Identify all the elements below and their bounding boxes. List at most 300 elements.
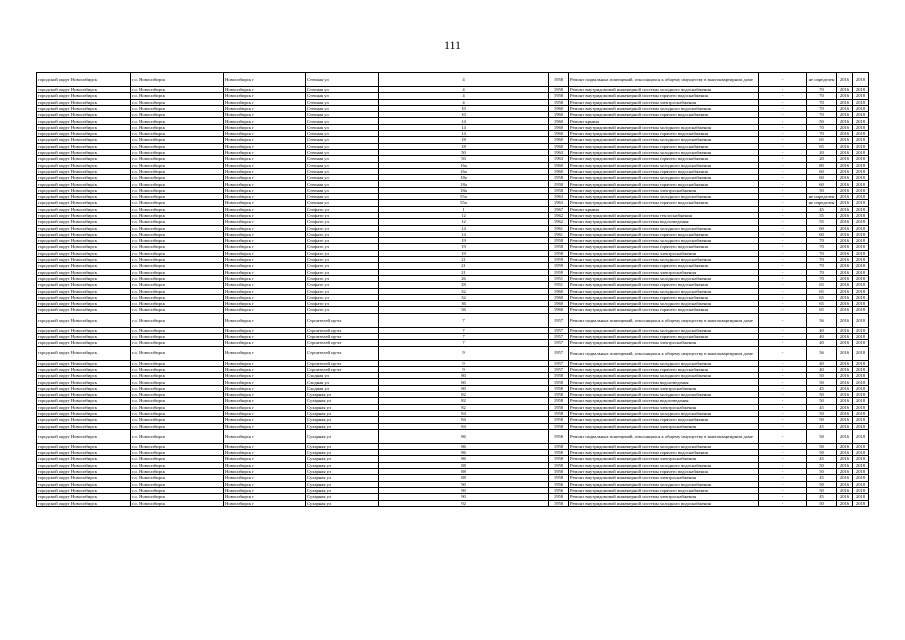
dash-cell: - bbox=[759, 481, 807, 487]
year-from-cell: 2016 bbox=[837, 87, 853, 93]
work-type-cell: Ремонт внутридомовой инженерной системы холодного водоснабжения bbox=[569, 481, 759, 487]
work-type-cell: Ремонт подвальных помещений, относящихся к общему имуществу в многоквартирном доме bbox=[569, 429, 759, 443]
build-year-cell: 1958 bbox=[549, 238, 569, 244]
district-cell: городской округ Новосибирск bbox=[37, 269, 131, 275]
build-year-cell: 1960 bbox=[549, 288, 569, 294]
dash-cell: - bbox=[759, 200, 807, 206]
year-from-cell: 2016 bbox=[837, 275, 853, 281]
settlement-cell: г.о. Новосибирск bbox=[131, 124, 224, 130]
year-to-cell: 2018 bbox=[853, 423, 869, 429]
district-cell: городской округ Новосибирск bbox=[37, 231, 131, 237]
street-cell: Стофато ул bbox=[306, 275, 379, 281]
house-number-cell: 7 bbox=[379, 327, 549, 333]
house-number-cell: 82 bbox=[379, 398, 549, 404]
city-cell: Новосибирск г bbox=[224, 487, 306, 493]
district-cell: городской округ Новосибирск bbox=[37, 168, 131, 174]
work-type-cell: Ремонт внутридомовой инженерной системы электроснабжения bbox=[569, 456, 759, 462]
year-to-cell: 2018 bbox=[853, 105, 869, 111]
district-cell: городской округ Новосибирск bbox=[37, 392, 131, 398]
work-type-cell: Ремонт внутридомовой инженерной системы холодного водоснабжения bbox=[569, 257, 759, 263]
house-number-cell: 16а bbox=[379, 162, 549, 168]
city-cell: Новосибирск г bbox=[224, 263, 306, 269]
city-cell: Новосибирск г bbox=[224, 373, 306, 379]
year-from-cell: 2016 bbox=[837, 105, 853, 111]
work-type-cell: Ремонт внутридомовой инженерной системы горячего водоснабжения bbox=[569, 181, 759, 187]
district-cell: городской округ Новосибирск bbox=[37, 118, 131, 124]
build-year-cell: 1958 bbox=[549, 443, 569, 449]
work-type-cell: Ремонт внутридомовой инженерной системы водоотведения bbox=[569, 379, 759, 385]
street-cell: Степная ул bbox=[306, 99, 379, 105]
street-cell: Стофато ул bbox=[306, 263, 379, 269]
house-number-cell: 86 bbox=[379, 450, 549, 456]
city-cell: Новосибирск г bbox=[224, 231, 306, 237]
house-number-cell: 14 bbox=[379, 131, 549, 137]
work-type-cell: Ремонт внутридомовой инженерной системы холодного водоснабжения bbox=[569, 392, 759, 398]
district-cell: городской округ Новосибирск bbox=[37, 87, 131, 93]
house-number-cell: 9 bbox=[379, 366, 549, 372]
district-cell: городской округ Новосибирск bbox=[37, 429, 131, 443]
wear-value-cell: 50 bbox=[807, 392, 837, 398]
district-cell: городской округ Новосибирск bbox=[37, 124, 131, 130]
work-type-cell: Ремонт внутридомовой инженерной системы горячего водоснабжения bbox=[569, 469, 759, 475]
work-type-cell: Ремонт внутридомовой инженерной системы горячего водоснабжения bbox=[569, 307, 759, 313]
build-year-cell: 1958 bbox=[549, 87, 569, 93]
work-type-cell: Ремонт внутридомовой инженерной системы горячего водоснабжения bbox=[569, 282, 759, 288]
dash-cell: - bbox=[759, 429, 807, 443]
dash-cell: - bbox=[759, 112, 807, 118]
settlement-cell: г.о. Новосибирск bbox=[131, 443, 224, 449]
dash-cell: - bbox=[759, 250, 807, 256]
work-type-cell: Ремонт внутридомовой инженерной системы горячего водоснабжения bbox=[569, 450, 759, 456]
year-from-cell: 2016 bbox=[837, 118, 853, 124]
dash-cell: - bbox=[759, 244, 807, 250]
build-year-cell: 1963 bbox=[549, 200, 569, 206]
dash-cell: - bbox=[759, 181, 807, 187]
district-cell: городской округ Новосибирск bbox=[37, 156, 131, 162]
work-type-cell: Ремонт подвальных помещений, относящихся к общему имуществу в многоквартирном доме bbox=[569, 346, 759, 360]
build-year-cell: 1960 bbox=[549, 105, 569, 111]
house-number-cell: 50 bbox=[379, 149, 549, 155]
build-year-cell: 1957 bbox=[549, 366, 569, 372]
work-type-cell: Ремонт внутридомовой инженерной системы горячего водоснабжения bbox=[569, 156, 759, 162]
year-to-cell: 2018 bbox=[853, 219, 869, 225]
district-cell: городской округ Новосибирск bbox=[37, 307, 131, 313]
work-type-cell: Ремонт внутридомовой инженерной системы холодного водоснабжения bbox=[569, 194, 759, 200]
settlement-cell: г.о. Новосибирск bbox=[131, 181, 224, 187]
build-year-cell: 1958 bbox=[549, 429, 569, 443]
city-cell: Новосибирск г bbox=[224, 99, 306, 105]
build-year-cell: 1960 bbox=[549, 143, 569, 149]
dash-cell: - bbox=[759, 385, 807, 391]
year-to-cell: 2018 bbox=[853, 143, 869, 149]
wear-value-cell: 70 bbox=[807, 257, 837, 263]
house-number-cell: 14 bbox=[379, 225, 549, 231]
year-to-cell: 2018 bbox=[853, 175, 869, 181]
year-from-cell: 2016 bbox=[837, 456, 853, 462]
house-number-cell: 19 bbox=[379, 238, 549, 244]
year-from-cell: 2016 bbox=[837, 168, 853, 174]
street-cell: Строителей пр-кт bbox=[306, 333, 379, 339]
house-number-cell: 4 bbox=[379, 87, 549, 93]
build-year-cell: 1960 bbox=[549, 118, 569, 124]
district-cell: городской округ Новосибирск bbox=[37, 275, 131, 281]
street-cell: Стофато ул bbox=[306, 288, 379, 294]
build-year-cell: 1962 bbox=[549, 219, 569, 225]
street-cell: Сухарная ул bbox=[306, 487, 379, 493]
street-cell: Сухарная ул bbox=[306, 494, 379, 500]
dash-cell: - bbox=[759, 238, 807, 244]
wear-value-cell: 60 bbox=[807, 168, 837, 174]
district-cell: городской округ Новосибирск bbox=[37, 346, 131, 360]
city-cell: Новосибирск г bbox=[224, 327, 306, 333]
wear-value-cell: 70 bbox=[807, 99, 837, 105]
dash-cell: - bbox=[759, 392, 807, 398]
house-number-cell: 36 bbox=[379, 301, 549, 307]
dash-cell: - bbox=[759, 398, 807, 404]
work-type-cell: Ремонт внутридомовой инженерной системы холодного водоснабжения bbox=[569, 225, 759, 231]
house-number-cell: 88 bbox=[379, 469, 549, 475]
work-type-cell: Ремонт внутридомовой инженерной системы холодного водоснабжения bbox=[569, 360, 759, 366]
work-type-cell: Ремонт внутридомовой инженерной системы холодного водоснабжения bbox=[569, 462, 759, 468]
city-cell: Новосибирск г bbox=[224, 469, 306, 475]
wear-value-cell: 70 bbox=[807, 238, 837, 244]
district-cell: городской округ Новосибирск bbox=[37, 481, 131, 487]
work-type-cell: Ремонт внутридомовой инженерной системы холодного водоснабжения bbox=[569, 238, 759, 244]
build-year-cell: 1959 bbox=[549, 269, 569, 275]
district-cell: городской округ Новосибирск bbox=[37, 263, 131, 269]
year-from-cell: 2016 bbox=[837, 404, 853, 410]
house-number-cell: 9 bbox=[379, 346, 549, 360]
settlement-cell: г.о. Новосибирск bbox=[131, 456, 224, 462]
work-type-cell: Ремонт внутридомовой инженерной системы холодного водоснабжения bbox=[569, 87, 759, 93]
wear-value-cell: 50 bbox=[807, 379, 837, 385]
build-year-cell: 1951 bbox=[549, 282, 569, 288]
dash-cell: - bbox=[759, 475, 807, 481]
dash-cell: - bbox=[759, 346, 807, 360]
district-cell: городской округ Новосибирск bbox=[37, 404, 131, 410]
program-table-sheet bbox=[36, 72, 868, 507]
year-from-cell: 2016 bbox=[837, 360, 853, 366]
street-cell: Сухарная ул bbox=[306, 423, 379, 429]
work-type-cell: Ремонт внутридомовой инженерной системы водоотведения bbox=[569, 219, 759, 225]
year-from-cell: 2016 bbox=[837, 99, 853, 105]
year-to-cell: 2018 bbox=[853, 313, 869, 327]
house-number-cell: 92 bbox=[379, 500, 549, 506]
work-type-cell: Ремонт внутридомовой инженерной системы электроснабжения bbox=[569, 187, 759, 193]
street-cell: Сухарная ул bbox=[306, 481, 379, 487]
work-type-cell: Ремонт внутридомовой инженерной системы холодного водоснабжения bbox=[569, 162, 759, 168]
year-from-cell: 2016 bbox=[837, 231, 853, 237]
wear-value-cell: 45 bbox=[807, 404, 837, 410]
build-year-cell: 1958 bbox=[549, 404, 569, 410]
house-number-cell: 7 bbox=[379, 313, 549, 327]
year-to-cell: 2018 bbox=[853, 373, 869, 379]
dash-cell: - bbox=[759, 443, 807, 449]
year-from-cell: 2016 bbox=[837, 257, 853, 263]
work-type-cell: Ремонт внутридомовой инженерной системы горячего водоснабжения bbox=[569, 263, 759, 269]
house-number-cell: 21 bbox=[379, 269, 549, 275]
build-year-cell: 1958 bbox=[549, 417, 569, 423]
build-year-cell: 1958 bbox=[549, 423, 569, 429]
city-cell: Новосибирск г bbox=[224, 156, 306, 162]
street-cell: Степная ул bbox=[306, 200, 379, 206]
wear-value-cell: 20 bbox=[807, 156, 837, 162]
city-cell: Новосибирск г bbox=[224, 143, 306, 149]
year-from-cell: 2016 bbox=[837, 238, 853, 244]
dash-cell: - bbox=[759, 494, 807, 500]
settlement-cell: г.о. Новосибирск bbox=[131, 219, 224, 225]
dash-cell: - bbox=[759, 417, 807, 423]
build-year-cell: 1960 bbox=[549, 307, 569, 313]
district-cell: городской округ Новосибирск bbox=[37, 73, 131, 87]
house-number-cell: 18а bbox=[379, 181, 549, 187]
district-cell: городской округ Новосибирск bbox=[37, 487, 131, 493]
year-to-cell: 2018 bbox=[853, 417, 869, 423]
district-cell: городской округ Новосибирск bbox=[37, 137, 131, 143]
wear-value-cell: 60 bbox=[807, 181, 837, 187]
house-number-cell: 4 bbox=[379, 73, 549, 87]
dash-cell: - bbox=[759, 87, 807, 93]
year-from-cell: 2016 bbox=[837, 301, 853, 307]
city-cell: Новосибирск г bbox=[224, 225, 306, 231]
house-number-cell: 80 bbox=[379, 379, 549, 385]
year-from-cell: 2016 bbox=[837, 366, 853, 372]
settlement-cell: г.о. Новосибирск bbox=[131, 417, 224, 423]
dash-cell: - bbox=[759, 206, 807, 212]
city-cell: Новосибирск г bbox=[224, 131, 306, 137]
wear-value-cell: 60 bbox=[807, 231, 837, 237]
settlement-cell: г.о. Новосибирск bbox=[131, 307, 224, 313]
wear-value-cell: не определен bbox=[807, 194, 837, 200]
year-to-cell: 2018 bbox=[853, 398, 869, 404]
year-to-cell: 2018 bbox=[853, 212, 869, 218]
house-number-cell: 84 bbox=[379, 423, 549, 429]
city-cell: Новосибирск г bbox=[224, 417, 306, 423]
settlement-cell: г.о. Новосибирск bbox=[131, 288, 224, 294]
wear-value-cell: 60 bbox=[807, 225, 837, 231]
dash-cell: - bbox=[759, 410, 807, 416]
street-cell: Стофато ул bbox=[306, 244, 379, 250]
city-cell: Новосибирск г bbox=[224, 333, 306, 339]
city-cell: Новосибирск г bbox=[224, 379, 306, 385]
house-number-cell: 14 bbox=[379, 231, 549, 237]
build-year-cell: 1958 bbox=[549, 450, 569, 456]
work-type-cell: Ремонт крыши bbox=[569, 206, 759, 212]
settlement-cell: г.о. Новосибирск bbox=[131, 269, 224, 275]
settlement-cell: г.о. Новосибирск bbox=[131, 392, 224, 398]
dash-cell: - bbox=[759, 118, 807, 124]
build-year-cell: 1957 bbox=[549, 327, 569, 333]
year-from-cell: 2016 bbox=[837, 487, 853, 493]
city-cell: Новосибирск г bbox=[224, 481, 306, 487]
street-cell: Сухарная ул bbox=[306, 404, 379, 410]
district-cell: городской округ Новосибирск bbox=[37, 200, 131, 206]
year-to-cell: 2018 bbox=[853, 257, 869, 263]
settlement-cell: г.о. Новосибирск bbox=[131, 175, 224, 181]
year-from-cell: 2016 bbox=[837, 219, 853, 225]
year-to-cell: 2018 bbox=[853, 275, 869, 281]
work-type-cell: Ремонт внутридомовой инженерной системы горячего водоснабжения bbox=[569, 417, 759, 423]
street-cell: Степная ул bbox=[306, 181, 379, 187]
build-year-cell: 1958 bbox=[549, 175, 569, 181]
year-from-cell: 2016 bbox=[837, 156, 853, 162]
year-to-cell: 2018 bbox=[853, 469, 869, 475]
wear-value-cell: 20 bbox=[807, 149, 837, 155]
year-from-cell: 2016 bbox=[837, 333, 853, 339]
district-cell: городской округ Новосибирск bbox=[37, 149, 131, 155]
work-type-cell: Ремонт внутридомовой инженерной системы горячего водоснабжения bbox=[569, 231, 759, 237]
build-year-cell: 1958 bbox=[549, 250, 569, 256]
street-cell: Сходная ул bbox=[306, 385, 379, 391]
settlement-cell: г.о. Новосибирск bbox=[131, 385, 224, 391]
build-year-cell: 1957 bbox=[549, 360, 569, 366]
wear-value-cell: 45 bbox=[807, 475, 837, 481]
year-from-cell: 2016 bbox=[837, 200, 853, 206]
year-to-cell: 2018 bbox=[853, 250, 869, 256]
settlement-cell: г.о. Новосибирск bbox=[131, 143, 224, 149]
build-year-cell: 1958 bbox=[549, 392, 569, 398]
settlement-cell: г.о. Новосибирск bbox=[131, 244, 224, 250]
year-to-cell: 2018 bbox=[853, 137, 869, 143]
year-to-cell: 2018 bbox=[853, 124, 869, 130]
wear-value-cell: 45 bbox=[807, 385, 837, 391]
house-number-cell: 36 bbox=[379, 307, 549, 313]
wear-value-cell: 65 bbox=[807, 282, 837, 288]
year-from-cell: 2016 bbox=[837, 500, 853, 506]
wear-value-cell: 70 bbox=[807, 275, 837, 281]
wear-value-cell: 50 bbox=[807, 187, 837, 193]
house-number-cell: 55а bbox=[379, 194, 549, 200]
city-cell: Новосибирск г bbox=[224, 137, 306, 143]
year-from-cell: 2016 bbox=[837, 450, 853, 456]
wear-value-cell: 50 bbox=[807, 481, 837, 487]
dash-cell: - bbox=[759, 313, 807, 327]
year-to-cell: 2018 bbox=[853, 385, 869, 391]
work-type-cell: Ремонт внутридомовой инженерной системы электроснабжения bbox=[569, 269, 759, 275]
dash-cell: - bbox=[759, 360, 807, 366]
dash-cell: - bbox=[759, 168, 807, 174]
wear-value-cell: 45 bbox=[807, 494, 837, 500]
settlement-cell: г.о. Новосибирск bbox=[131, 475, 224, 481]
street-cell: Степная ул bbox=[306, 87, 379, 93]
year-to-cell: 2018 bbox=[853, 206, 869, 212]
year-to-cell: 2018 bbox=[853, 429, 869, 443]
dash-cell: - bbox=[759, 366, 807, 372]
year-from-cell: 2016 bbox=[837, 269, 853, 275]
house-number-cell: 18 bbox=[379, 143, 549, 149]
year-from-cell: 2016 bbox=[837, 181, 853, 187]
dash-cell: - bbox=[759, 143, 807, 149]
year-to-cell: 2018 bbox=[853, 131, 869, 137]
street-cell: Строителей пр-кт bbox=[306, 327, 379, 333]
settlement-cell: г.о. Новосибирск bbox=[131, 250, 224, 256]
build-year-cell: 1958 bbox=[549, 469, 569, 475]
district-cell: городской округ Новосибирск bbox=[37, 282, 131, 288]
settlement-cell: г.о. Новосибирск bbox=[131, 379, 224, 385]
work-type-cell: Ремонт внутридомовой инженерной системы холодного водоснабжения bbox=[569, 288, 759, 294]
district-cell: городской округ Новосибирск bbox=[37, 238, 131, 244]
dash-cell: - bbox=[759, 423, 807, 429]
settlement-cell: г.о. Новосибирск bbox=[131, 87, 224, 93]
house-number-cell: 7 bbox=[379, 333, 549, 339]
wear-value-cell: 40 bbox=[807, 360, 837, 366]
street-cell: Степная ул bbox=[306, 131, 379, 137]
year-from-cell: 2016 bbox=[837, 212, 853, 218]
city-cell: Новосибирск г bbox=[224, 73, 306, 87]
street-cell: Сухарная ул bbox=[306, 462, 379, 468]
city-cell: Новосибирск г bbox=[224, 294, 306, 300]
year-to-cell: 2018 bbox=[853, 456, 869, 462]
street-cell: Степная ул bbox=[306, 118, 379, 124]
wear-value-cell: 70 bbox=[807, 93, 837, 99]
district-cell: городской округ Новосибирск bbox=[37, 475, 131, 481]
dash-cell: - bbox=[759, 124, 807, 130]
build-year-cell: 1960 bbox=[549, 112, 569, 118]
build-year-cell: 1958 bbox=[549, 379, 569, 385]
work-type-cell: Ремонт внутридомовой инженерной системы холодного водоснабжения bbox=[569, 410, 759, 416]
settlement-cell: г.о. Новосибирск bbox=[131, 333, 224, 339]
work-type-cell: Ремонт внутридомовой инженерной системы холодного водоснабжения bbox=[569, 373, 759, 379]
year-to-cell: 2018 bbox=[853, 392, 869, 398]
settlement-cell: г.о. Новосибирск bbox=[131, 340, 224, 346]
street-cell: Степная ул bbox=[306, 112, 379, 118]
year-from-cell: 2016 bbox=[837, 225, 853, 231]
district-cell: городской округ Новосибирск bbox=[37, 143, 131, 149]
house-number-cell: 9 bbox=[379, 360, 549, 366]
dash-cell: - bbox=[759, 340, 807, 346]
settlement-cell: г.о. Новосибирск bbox=[131, 93, 224, 99]
street-cell: Стофато ул bbox=[306, 206, 379, 212]
city-cell: Новосибирск г bbox=[224, 181, 306, 187]
city-cell: Новосибирск г bbox=[224, 301, 306, 307]
dash-cell: - bbox=[759, 456, 807, 462]
house-number-cell: 21 bbox=[379, 263, 549, 269]
work-type-cell: Ремонт внутридомовой инженерной системы горячего водоснабжения bbox=[569, 143, 759, 149]
house-number-cell: 32 bbox=[379, 294, 549, 300]
wear-value-cell: 60 bbox=[807, 175, 837, 181]
year-to-cell: 2018 bbox=[853, 225, 869, 231]
district-cell: городской округ Новосибирск bbox=[37, 373, 131, 379]
street-cell: Сухарная ул bbox=[306, 392, 379, 398]
settlement-cell: г.о. Новосибирск bbox=[131, 301, 224, 307]
district-cell: городской округ Новосибирск bbox=[37, 456, 131, 462]
build-year-cell: 1963 bbox=[549, 149, 569, 155]
year-to-cell: 2018 bbox=[853, 194, 869, 200]
settlement-cell: г.о. Новосибирск bbox=[131, 137, 224, 143]
district-cell: городской округ Новосибирск bbox=[37, 175, 131, 181]
year-from-cell: 2016 bbox=[837, 73, 853, 87]
city-cell: Новосибирск г bbox=[224, 187, 306, 193]
work-type-cell: Ремонт внутридомовой инженерной системы электроснабжения bbox=[569, 423, 759, 429]
wear-value-cell: 55 bbox=[807, 212, 837, 218]
district-cell: городской округ Новосибирск bbox=[37, 379, 131, 385]
district-cell: городской округ Новосибирск bbox=[37, 288, 131, 294]
street-cell: Строителей пр-кт bbox=[306, 313, 379, 327]
settlement-cell: г.о. Новосибирск bbox=[131, 263, 224, 269]
year-from-cell: 2016 bbox=[837, 263, 853, 269]
year-from-cell: 2016 bbox=[837, 244, 853, 250]
city-cell: Новосибирск г bbox=[224, 93, 306, 99]
build-year-cell: 1963 bbox=[549, 194, 569, 200]
year-from-cell: 2016 bbox=[837, 175, 853, 181]
street-cell: Стофато ул bbox=[306, 269, 379, 275]
wear-value-cell: 40 bbox=[807, 327, 837, 333]
dash-cell: - bbox=[759, 379, 807, 385]
house-number-cell: 88 bbox=[379, 475, 549, 481]
work-type-cell: Ремонт внутридомовой инженерной системы холодного водоснабжения bbox=[569, 124, 759, 130]
city-cell: Новосибирск г bbox=[224, 282, 306, 288]
year-from-cell: 2016 bbox=[837, 469, 853, 475]
